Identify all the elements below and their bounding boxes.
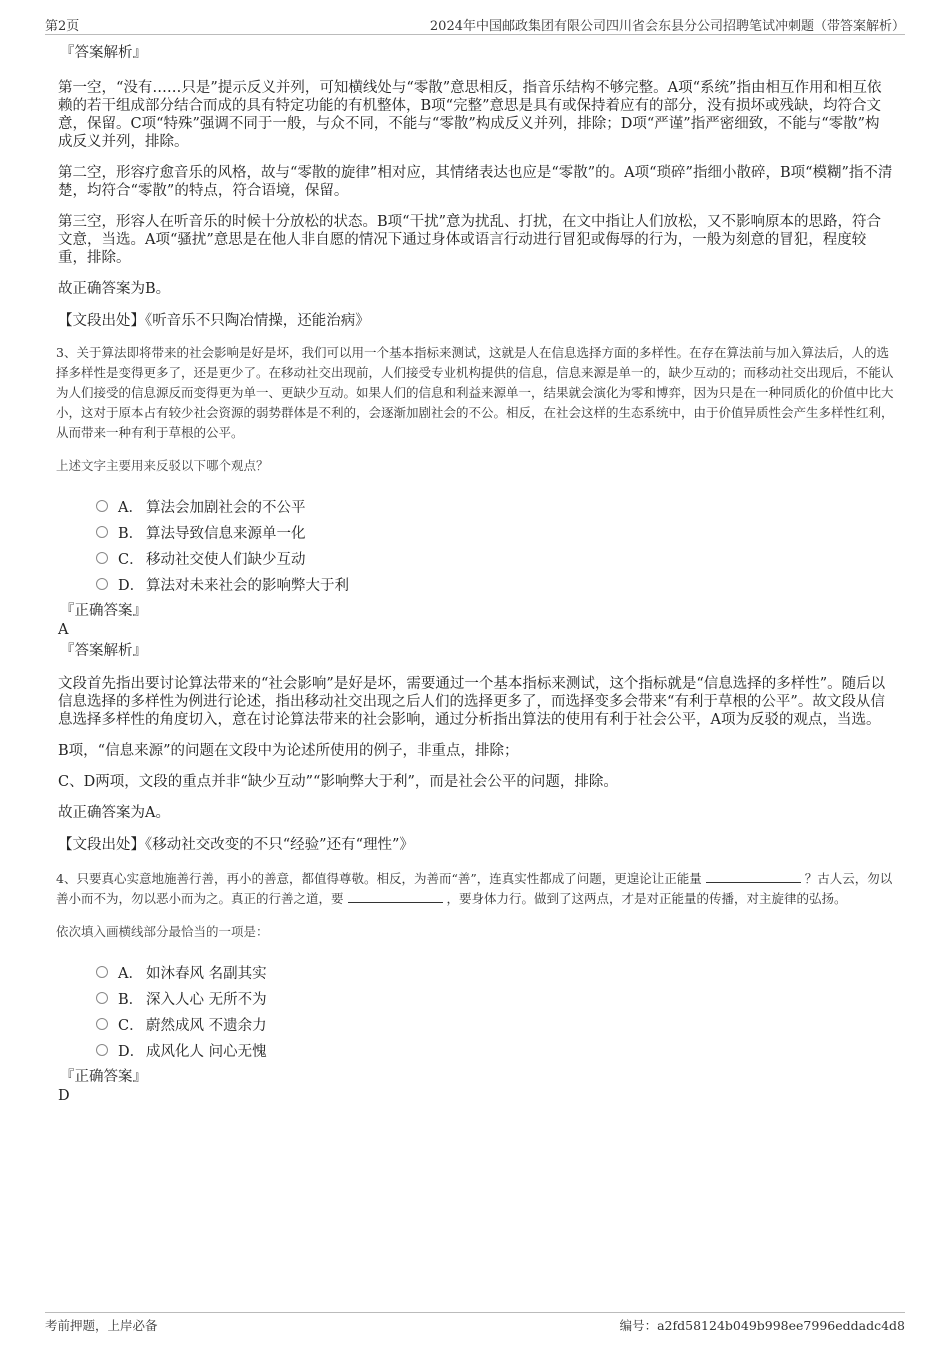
- q4-prompt: 依次填入画横线部分最恰当的一项是：: [56, 924, 269, 939]
- q3-answer-statement: 故正确答案为A。: [58, 805, 170, 821]
- radio-icon[interactable]: [96, 500, 108, 512]
- q4-correct-answer: D: [58, 1088, 70, 1104]
- document-id: 编号：a2fd58124b049b998ee7996eddadc4d8: [619, 1318, 905, 1333]
- radio-icon[interactable]: [96, 552, 108, 564]
- q2-answer-statement: 故正确答案为B。: [58, 281, 171, 297]
- q4-correct-label: 『正确答案』: [60, 1069, 147, 1085]
- q4-option-b[interactable]: B． 深入人心 无所不为: [96, 985, 894, 1011]
- page-content: [56, 43, 894, 1105]
- blank-2: [348, 889, 443, 903]
- q3-analysis-p1: 文段首先指出要讨论算法带来的“社会影响”是好是坏，需要通过一个基本指标来测试，这个指标就是“信息选择的多样性”。随后以信息选择的多样性为例进行论述，指出移动社交出现之后人们的选择更多了，而选择变多会带来“有利于草根的公平”。故文段从信息选择多样性的角度切入，意在讨论算法带来的社会影响，通过分析指出算法的使用有利于社会公平，A项为反驳的观点，当选。: [58, 676, 886, 728]
- q3-source: 【文段出处】《移动社交改变的不只“经验”还有“理性”》: [58, 837, 414, 853]
- q3-option-c[interactable]: C． 移动社交使人们缺少互动: [96, 545, 894, 571]
- q3-prompt: 上述文字主要用来反驳以下哪个观点？: [56, 458, 269, 473]
- page-number: 第2页: [45, 19, 80, 34]
- radio-icon[interactable]: [96, 992, 108, 1004]
- q2-source: 【文段出处】《听音乐不只陶冶情操，还能治病》: [58, 313, 370, 329]
- q4-option-a[interactable]: A． 如沐春风 名副其实: [96, 959, 894, 985]
- q3-option-d[interactable]: D． 算法对未来社会的影响弊大于利: [96, 571, 894, 597]
- q3-analysis-p2: B项，“信息来源”的问题在文段中为论述所使用的例子，非重点，排除；: [58, 743, 519, 759]
- radio-icon[interactable]: [96, 966, 108, 978]
- q3-analysis-label: 『答案解析』: [60, 643, 147, 659]
- q4-options: [96, 959, 894, 1063]
- radio-icon[interactable]: [96, 578, 108, 590]
- q4-option-d[interactable]: D． 成风化人 问心无愧: [96, 1037, 894, 1063]
- q3-correct-label: 『正确答案』: [60, 603, 147, 619]
- q3-options: [96, 493, 894, 597]
- q3-option-b[interactable]: B． 算法导致信息来源单一化: [96, 519, 894, 545]
- q4-stem: 4、只要真心实意地施善行善，再小的善意，都值得尊敬。相反，为善而“善”，连真实性都成了问题，更遑论让正能量 ？古人云，勿以善小而不为，勿以恶小而为之。真正的行善之道，要 ，要身体力行。做到了这两点，才是对正能量的传播，对主旋律的弘扬。: [56, 871, 893, 906]
- document-title: 2024年中国邮政集团有限公司四川省会东县分公司招聘笔试冲刺题（带答案解析）: [429, 19, 905, 34]
- page-header: [45, 14, 905, 35]
- radio-icon[interactable]: [96, 526, 108, 538]
- q2-analysis-p1: 第一空，“没有……只是”提示反义并列，可知横线处与“零散”意思相反，指音乐结构不够完整。A项“系统”指由相互作用和相互依赖的若干组成部分结合而成的具有特定功能的有机整体，B项“完整”意思是具有或保持着应有的部分，没有损坏或残缺，均符合文意，保留。C项“特殊”强调不同于一般，与众不同，不能与“零散”构成反义并列，排除；D项“严谨”指严密细致，不能与“零散”构成反义并列，排除。: [58, 80, 882, 150]
- radio-icon[interactable]: [96, 1018, 108, 1030]
- q2-analysis-p2: 第二空，形容疗愈音乐的风格，故与“零散的旋律”相对应，其情绪表达也应是“零散”的。A项“琐碎”指细小散碎，B项“模糊”指不清楚，均符合“零散”的特点，符合语境，保留。: [58, 165, 893, 199]
- footer-slogan: 考前押题，上岸必备: [45, 1318, 158, 1333]
- q2-analysis-p3: 第三空，形容人在听音乐的时候十分放松的状态。B项“干扰”意为扰乱、打扰，在文中指让人们放松，又不影响原本的思路，符合文意，当选。A项“骚扰”意思是在他人非自愿的情况下通过身体或语言行动进行冒犯或侮辱的行为，一般为刻意的冒犯，程度较重，排除。: [58, 214, 881, 266]
- q3-stem: 3、关于算法即将带来的社会影响是好是坏，我们可以用一个基本指标来测试，这就是人在信息选择方面的多样性。在存在算法前与加入算法后，人的选择多样性是变得更多了，还是更少了。在移动社交出现前，人们接受专业机构提供的信息，信息来源是单一的，缺少互动的；而移动社交出现后，不能认为人们接受的信息源反而变得更为单一、更缺少互动。如果人们的信息和利益来源单一，结果就会演化为零和博弈，因为只是在一种同质化的价值中比大小，这对于原本占有较少社会资源的弱势群体是不利的，会逐渐加剧社会的不公。相反，在社会这样的生态系统中，由于价值异质性会产生多样性红利，从而带来一种有利于草根的公平。: [56, 345, 894, 440]
- q2-analysis-label: 『答案解析』: [60, 45, 147, 61]
- q4-option-c[interactable]: C． 蔚然成风 不遗余力: [96, 1011, 894, 1037]
- blank-1: [706, 869, 801, 883]
- q3-option-a[interactable]: A． 算法会加剧社会的不公平: [96, 493, 894, 519]
- radio-icon[interactable]: [96, 1044, 108, 1056]
- q3-correct-answer: A: [58, 622, 69, 638]
- q3-analysis-p3: C、D两项，文段的重点并非“缺少互动”“影响弊大于利”，而是社会公平的问题，排除。: [58, 774, 618, 790]
- page-footer: [45, 1312, 905, 1335]
